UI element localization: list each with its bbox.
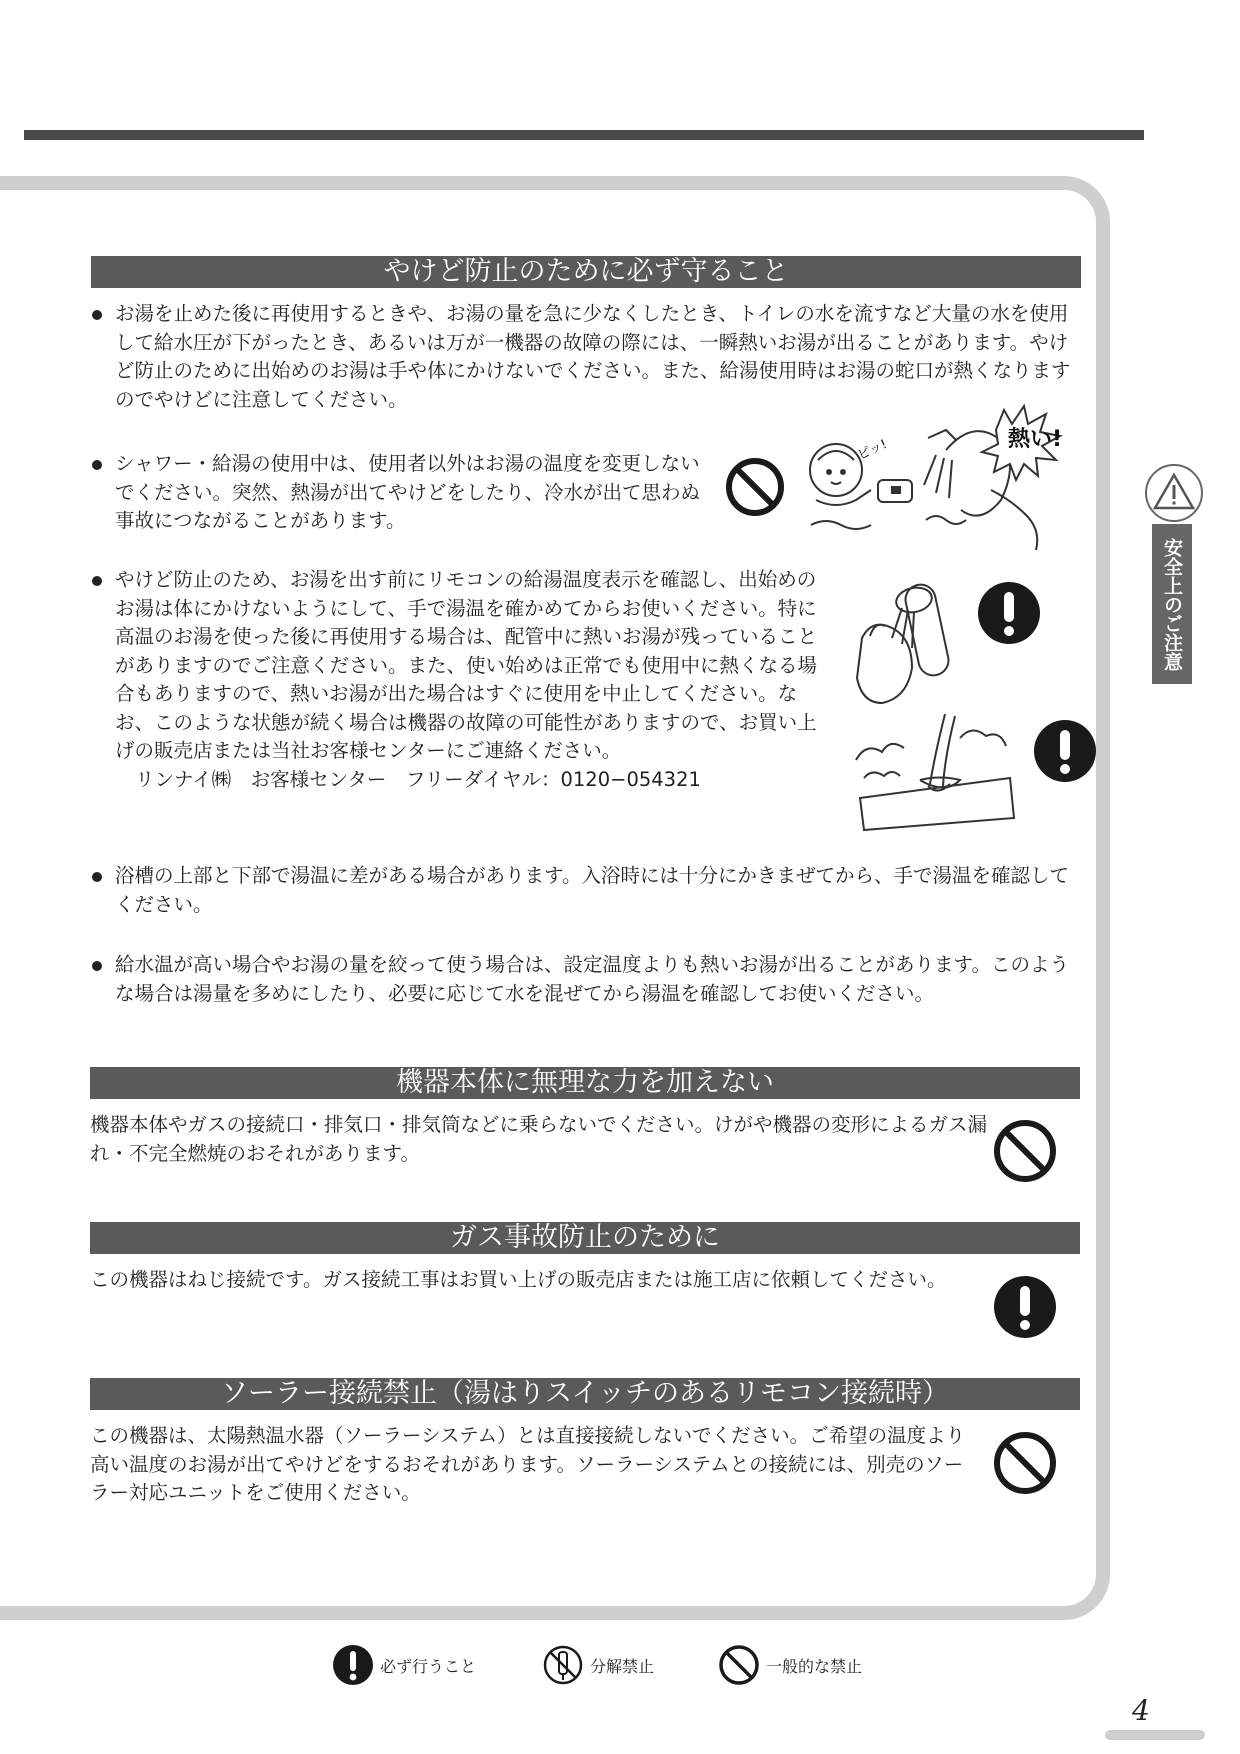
page-number: 4 xyxy=(1132,1694,1150,1727)
legend-label: 分解禁止 xyxy=(590,1656,655,1676)
bullet-dot xyxy=(92,961,102,971)
mandatory-action-icon xyxy=(1032,718,1098,784)
customer-center-contact: リンナイ㈱ お客様センター フリーダイヤル：0120−054321 xyxy=(135,767,701,791)
legend-label: 必ず行うこと xyxy=(380,1656,477,1676)
hand-shower-illustration xyxy=(852,578,972,708)
illustration-beep-text: ピッ! xyxy=(855,437,890,464)
prohibited-icon xyxy=(718,1644,760,1686)
warning-triangle-icon xyxy=(1145,464,1203,522)
mandatory-action-icon xyxy=(976,580,1042,646)
section-body-text: この機器は、太陽熱温水器（ソーラーシステム）とは直接接続しないでください。ご希望の温度より高い温度のお湯が出てやけどをするおそれがあります。ソーラーシステムとの接続には、別売のソーラー対応ユニットをご使用ください。 xyxy=(90,1424,966,1504)
top-rule xyxy=(24,130,1144,140)
bullet-text: 浴槽の上部と下部で湯温に差がある場合があります。入浴時には十分にかきまぜてから、手で湯温を確認してください。 xyxy=(115,864,1069,916)
mandatory-action-icon xyxy=(992,1274,1058,1340)
bullet-text: お湯を止めた後に再使用するときや、お湯の量を急に少なくしたとき、トイレの水を流すなど大量の水を使用して給水圧が下がったとき、あるいは万が一機器の故障の際には、一瞬熱いお湯が出ることがあります。やけど防止のために出始めのお湯は手や体にかけないでください。また、給湯使用時はお湯の蛇口が熱くなりますのでやけどに注意してください。 xyxy=(115,302,1071,411)
bullet-text: シャワー・給湯の使用中は、使用者以外はお湯の温度を変更しないでください。突然、熱湯が出てやけどをしたり、冷水が出て思わぬ事故につながることがあります。 xyxy=(115,452,701,532)
bullet-item xyxy=(92,300,1080,414)
bullet-item xyxy=(92,450,704,536)
side-tab-label: 安全上のご注意 xyxy=(1152,524,1192,684)
bullet-dot xyxy=(92,460,102,470)
section-header-gas-accident-prevention: ガス事故防止のために xyxy=(90,1222,1080,1254)
bullet-item xyxy=(92,951,1080,1008)
bullet-item xyxy=(92,862,1080,919)
prohibited-icon xyxy=(992,1118,1058,1184)
illustration-exclaim-text: 熱い! xyxy=(1008,427,1063,452)
bullet-dot xyxy=(92,310,102,320)
bathtub-hand-illustration xyxy=(850,708,1016,832)
bullet-text: 給水温が高い場合やお湯の量を絞って使う場合は、設定温度よりも熱いお湯が出ることがあります。このような場合は湯量を多めにしたり、必要に応じて水を混ぜてから湯温を確認してお使いください。 xyxy=(115,953,1069,1005)
side-tab-safety[interactable] xyxy=(1145,464,1203,690)
child-remote-shower-illustration xyxy=(796,400,1086,560)
legend-label: 一般的な禁止 xyxy=(766,1656,863,1676)
bullet-dot xyxy=(92,576,102,586)
section-body-text: この機器はねじ接続です。ガス接続工事はお買い上げの販売店または施工店に依頼してください。 xyxy=(90,1268,947,1291)
section-header-burn-prevention: やけど防止のために必ず守ること xyxy=(91,256,1081,288)
section-header-solar-connection-prohibited: ソーラー接続禁止（湯はりスイッチのあるリモコン接続時） xyxy=(90,1378,1080,1410)
mandatory-action-icon xyxy=(332,1644,374,1686)
prohibited-icon xyxy=(724,456,786,518)
legend-item-must xyxy=(332,1640,476,1690)
bullet-body: やけど防止のため、お湯を出す前にリモコンの給湯温度表示を確認し、出始めのお湯は体にかけないようにして、手で湯温を確かめてからお使いください。特に高温のお湯を使った後に再使用する場合は、配管中に熱いお湯が残っていることがありますのでご注意ください。また、使い始めは正常でも使用中に熱くなる場合もありますので、熱いお湯が出た場合はすぐに使用を中止してください。なお、このような状態が続く場合は機器の故障の可能性がありますので、お買い上げの販売店または当社お客様センターにご連絡ください。 xyxy=(115,568,818,762)
section-header-no-excessive-force: 機器本体に無理な力を加えない xyxy=(90,1067,1080,1099)
bullet-text xyxy=(115,566,832,794)
no-disassemble-icon xyxy=(542,1644,584,1686)
bullet-item xyxy=(92,566,832,794)
page-number-bar xyxy=(1105,1730,1205,1740)
legend-item-prohibited xyxy=(718,1640,862,1690)
legend-item-no-disassemble xyxy=(542,1640,654,1690)
bullet-dot xyxy=(92,872,102,882)
section-body-text: 機器本体やガスの接続口・排気口・排気筒などに乗らないでください。けがや機器の変形によるガス漏れ・不完全燃焼のおそれがあります。 xyxy=(90,1113,988,1165)
prohibited-icon xyxy=(992,1430,1058,1496)
